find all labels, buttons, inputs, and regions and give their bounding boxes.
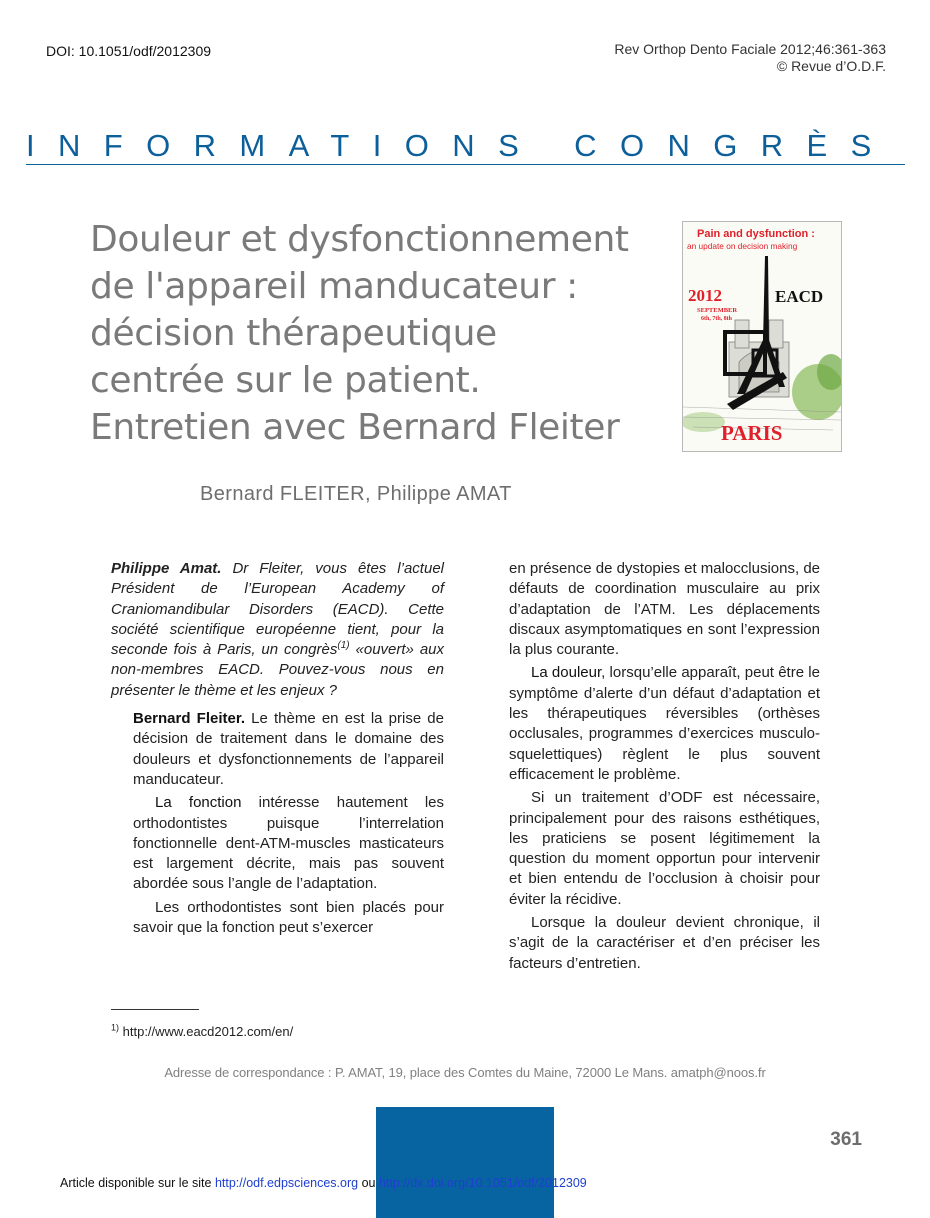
paragraph-text: intéresse hautement les orthodontistes puisque l’interrelation fonctionnelle dent-ATM-muscles masticateurs est largement décrite, mais pas souvent abordée sous l’angle de l’adaptation. [133,794,444,893]
question-text-cont: «ouvert» aux non-membres EACD. Pouvez-vous nous en présenter le thème et les enjeux ? [111,641,444,699]
body-paragraph [133,898,444,939]
body-column-left [111,559,444,938]
decorative-blue-block [376,1107,554,1218]
copyright-line: © Revue d’O.D.F. [776,58,886,74]
title-line: centrée sur le patient. [90,360,481,401]
paragraph-text: , lorsqu’elle apparaît, peut être le symptôme d’alerte d’un défaut d’adaptation et les thérapeutiques réversibles (orthèses occlusales, programmes d’exercices musculo-squelettiques) règlent le plus souvent efficacement le problème. [509,664,820,783]
paragraph-lead: La fonction [155,794,242,812]
doi-label: DOI: 10.1051/odf/2012309 [46,43,212,59]
journal-reference [614,41,886,75]
speaker-name: Philippe Amat. [111,560,222,577]
body-paragraph [133,793,444,894]
title-line: Douleur et dysfonctionnement [90,219,629,260]
journal-citation: Rev Orthop Dento Faciale 2012;46:361-363 [614,41,886,57]
poster-illustration [683,222,841,451]
paragraph-text: Lorsque la douleur devient chronique, il s’agit de la caractériser et d’en préciser les facteurs d’entretien. [509,914,820,972]
answer-paragraph [133,709,444,790]
poster-city: PARIS [721,421,783,445]
title-line: Entretien avec Bernard Fleiter [90,407,620,448]
poster-subheadline: an update on decision making [687,241,798,251]
title-line: de l'appareil manducateur : [90,266,578,307]
paragraph-text: Si un traitement d’ODF est nécessaire, principalement pour des raisons esthétiques, les praticiens se posent légitimement la question du moment opportun pour intervenir et bien entendu de l’occlusion à choisir pour éviter la récidive. [509,789,820,908]
body-paragraph [509,913,820,974]
poster-year: 2012 [688,286,722,305]
speaker-name: Bernard Fleiter. [133,710,246,728]
footnote-rule [111,1009,199,1010]
poster-headline: Pain and dysfunction : [697,228,815,240]
page-number: 361 [830,1129,862,1150]
congress-poster-image [682,221,842,452]
poster-days: 6th, 7th, 8th [701,316,733,322]
poster-org: EACD [775,287,824,306]
body-paragraph [509,788,820,910]
footnote [111,1024,293,1039]
article-availability [60,1176,587,1190]
footnote-number: 1) [111,1022,120,1033]
section-rule [26,164,905,165]
body-paragraph [509,663,820,785]
paragraph-text: en présence de dystopies et malocclusions, de défauts de coordination musculaire au prix d’adaptation de l’ATM. Les déplacements discaux asymptomatiques en sont l’expression la plus courante. [509,560,821,659]
paragraph-lead: La douleur [531,664,602,682]
poster-month: SEPTEMBER [697,307,738,314]
correspondence-address: Adresse de correspondance : P. AMAT, 19, place des Comtes du Maine, 72000 Le Mans. amatph@noos.fr [164,1065,766,1080]
answer-text: Le thème en est la prise de décision de traitement dans le domaine des douleurs et dysfonctionnements de l’appareil manducateur. [133,710,444,788]
article-authors: Bernard FLEITER, Philippe AMAT [200,483,512,505]
question-paragraph [111,559,444,701]
paragraph-text: Les orthodontistes sont bien placés pour savoir que la fonction peut s’exercer [133,898,444,937]
article-title [90,216,650,451]
site-link[interactable]: http://odf.edpsciences.org [214,1176,359,1190]
question-text: Dr Fleiter, vous êtes l’actuel Président de l’European Academy of Craniomandibular Disorders (EACD). Cette société scientifique européenne tient, pour la seconde fois à Paris, un congrès [111,560,444,659]
availability-middle: ou [358,1176,379,1190]
footnote-marker: (1) [337,640,350,652]
availability-prefix: Article disponible sur le site [60,1176,215,1190]
section-heading: INFORMATIONS CONGRÈS [26,128,895,163]
title-line: décision thérapeutique [90,313,497,354]
doi-link[interactable]: http://dx.doi.org/10.1051/odf/2012309 [378,1176,587,1190]
body-column-right [509,559,820,974]
footnote-link[interactable]: http://www.eacd2012.com/en/ [122,1024,294,1039]
body-paragraph [509,559,820,660]
